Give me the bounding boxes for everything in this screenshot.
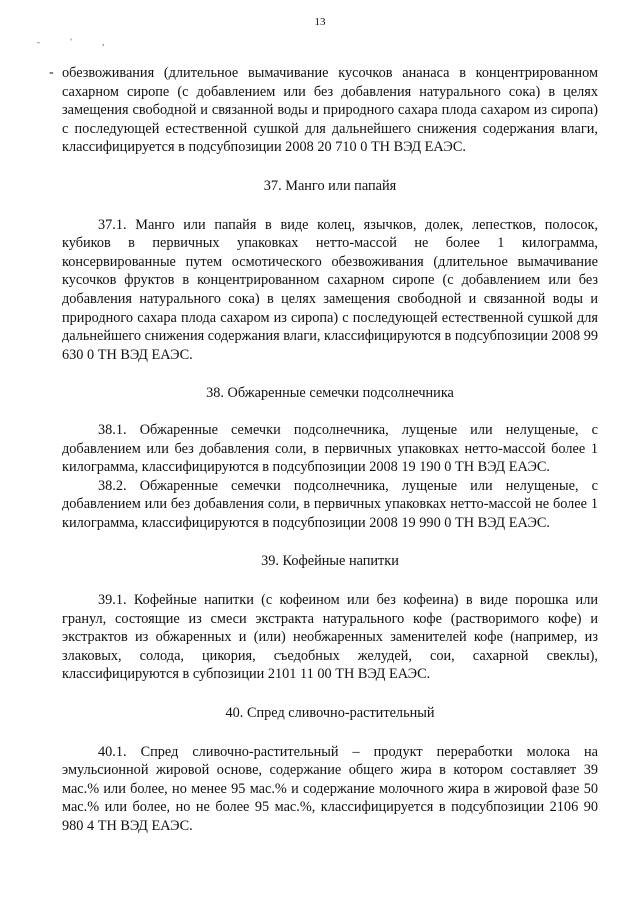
paragraph-39-1: 39.1. Кофейные напитки (с кофеином или без кофеина) в виде порошка или гранул, состоящие из смеси экстракта натурального кофе (растворимого кофе) и экстрактов из обжаренных и (или) необжаренных заменителей кофе (например, из злаковых, солода, цикория, съедобных желудей, сои, сахарной свеклы), классифицируются в субпозиции 2101 11 00 ТН ВЭД ЕАЭС. (62, 592, 598, 683)
section-heading-38: 38. Обжаренные семечки подсолнечника (206, 385, 454, 402)
continuation-block (49, 64, 598, 157)
paragraph-38-1: 38.1. Обжаренные семечки подсолнечника, лущеные или нелущеные, с добавлением или без добавления соли, в первичных упаковках нетто-массой более 1 килограмма, классифицируются в подсубпозиции 2008 19 190 0 ТН ВЭД ЕАЭС. (62, 421, 598, 476)
paragraph-37-1: 37.1. Манго или папайя в виде колец, язычков, долек, лепестков, полосок, кубиков в первичных упаковках нетто-массой не более 1 килограмма, консервированные путем осмотического обезвоживания (длительное вымачивание кусочков фруктов в концентрированном сахарном сиропе (с добавлением или без добавления натурального сока) в целях замещения свободной и связанной воды и природного сахара плода сахаром из сиропа) с последующей естественной сушкой для дальнейшего снижения содержания влаги, классифицируются в подсубпозиции 2008 99 630 0 ТН ВЭД ЕАЭС. (62, 216, 598, 363)
lead-mark: - (49, 65, 54, 80)
section-heading-37: 37. Манго или папайя (263, 177, 397, 194)
scan-marks: - ' , (37, 37, 119, 47)
document-body (49, 64, 598, 836)
continuation-paragraph: обезвоживания (длительное вымачивание кусочков ананаса в концентрированном сахарном сиропе (с добавлением или без добавления натурального сока) в целях замещения свободной и связанной воды и природного сахара плода сахаром из сиропа) с последующей естественной сушкой для дальнейшего снижения содержания влаги, классифицируется в подсубпозиции 2008 20 710 0 ТН ВЭД ЕАЭС. (62, 65, 598, 156)
paragraph-38-2: 38.2. Обжаренные семечки подсолнечника, лущеные или нелущеные, с добавлением или без добавления соли, в первичных упаковках нетто-массой не более 1 килограмма, классифицируются в подсубпозиции 2008 19 990 0 ТН ВЭД ЕАЭС. (62, 477, 598, 531)
section-heading-40: 40. Спред сливочно-растительный (225, 705, 435, 722)
section-heading-39: 39. Кофейные напитки (261, 553, 399, 570)
paragraph-40-1: 40.1. Спред сливочно-растительный – продукт переработки молока на эмульсионной жировой основе, содержание общего жира в котором составляет 39 мас.% или более, но менее 95 мас.% и содержание молочного жира в жировой фазе 50 мас.% или более, но не более 95 мас.%, классифицируется в подсубпозиции 2106 90 980 4 ТН ВЭД ЕАЭС. (62, 743, 598, 834)
page-number: 13 (314, 16, 326, 28)
